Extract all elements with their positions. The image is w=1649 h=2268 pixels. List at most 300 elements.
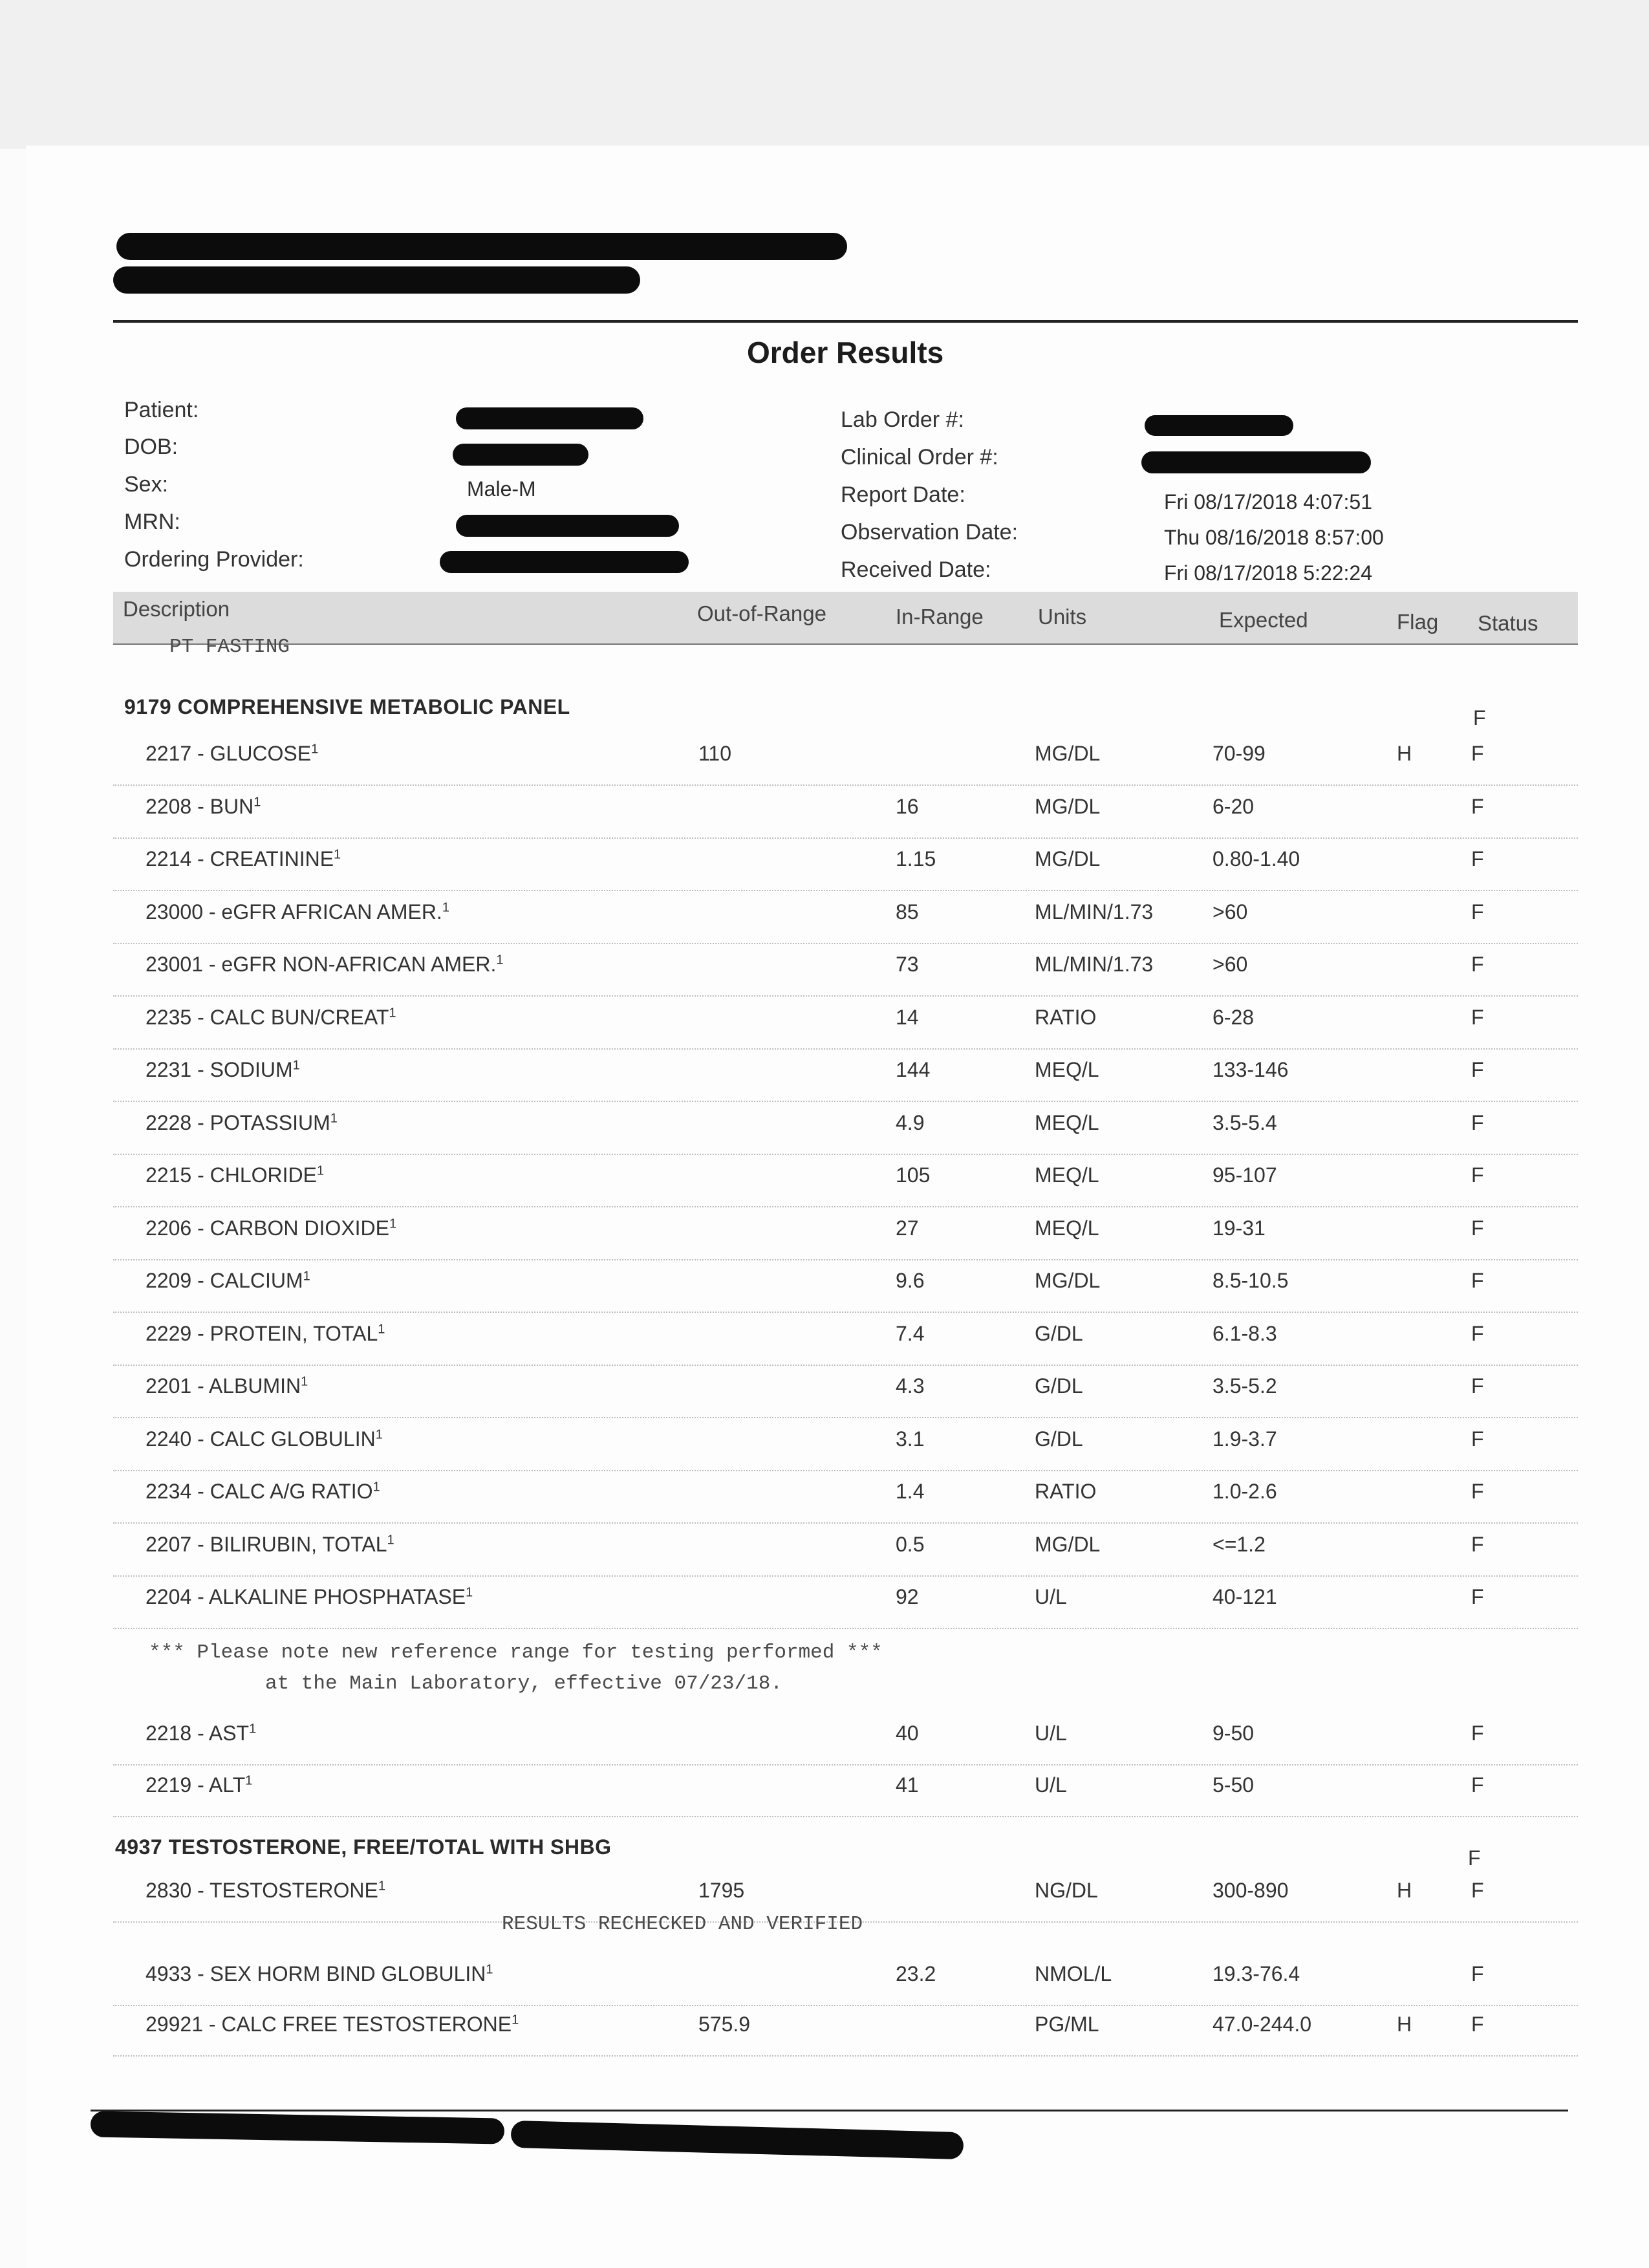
result-description-text: 4933 - SEX HORM BIND GLOBULIN bbox=[146, 1962, 486, 1985]
result-expected bbox=[1212, 1879, 1288, 1903]
result-status bbox=[1471, 900, 1484, 924]
value-received-date: Fri 08/17/2018 5:22:24 bbox=[1164, 561, 1373, 585]
page-title: Order Results bbox=[747, 336, 944, 369]
result-status-text: F bbox=[1471, 1216, 1484, 1240]
result-status bbox=[1471, 1374, 1484, 1398]
result-status bbox=[1471, 1879, 1484, 1903]
table-row bbox=[113, 1472, 1578, 1524]
result-expected bbox=[1212, 1006, 1254, 1030]
result-out-of-range bbox=[698, 2013, 750, 2036]
result-status-text: F bbox=[1471, 1585, 1484, 1608]
result-expected-text: >60 bbox=[1212, 900, 1248, 923]
footnote-marker: 1 bbox=[330, 1110, 338, 1125]
result-units bbox=[1035, 1216, 1099, 1240]
result-expected-text: 300-890 bbox=[1212, 1879, 1289, 1902]
result-description bbox=[146, 1058, 300, 1082]
result-units-text: RATIO bbox=[1035, 1005, 1097, 1029]
result-expected bbox=[1212, 742, 1266, 766]
footnote-marker: 1 bbox=[486, 1962, 493, 1977]
result-expected bbox=[1212, 1058, 1288, 1082]
result-units bbox=[1035, 1163, 1099, 1187]
scan-top-band bbox=[0, 0, 1649, 149]
table-row bbox=[113, 1314, 1578, 1366]
result-expected bbox=[1212, 900, 1247, 924]
footer-rule bbox=[91, 2110, 1568, 2111]
result-units-text: MEQ/L bbox=[1035, 1110, 1099, 1134]
result-status-text: F bbox=[1471, 1058, 1484, 1081]
result-units-text: ML/MIN/1.73 bbox=[1035, 953, 1154, 976]
result-description-text: 2218 - AST bbox=[146, 1722, 250, 1745]
result-expected bbox=[1212, 1533, 1266, 1557]
footnote-marker: 1 bbox=[442, 900, 449, 914]
result-units bbox=[1035, 1427, 1083, 1451]
result-status bbox=[1471, 1322, 1484, 1346]
result-units-text: NG/DL bbox=[1035, 1879, 1098, 1902]
result-description-text: 2229 - PROTEIN, TOTAL bbox=[146, 1321, 378, 1345]
redacted-mrn bbox=[456, 515, 679, 537]
footnote-marker: 1 bbox=[389, 1005, 396, 1020]
result-expected-text: 40-121 bbox=[1212, 1585, 1277, 1608]
col-expected: Expected bbox=[1219, 608, 1308, 632]
result-units-text: MG/DL bbox=[1035, 1269, 1101, 1292]
result-flag-text: H bbox=[1397, 742, 1412, 765]
result-flag bbox=[1397, 2013, 1412, 2036]
result-in-range-text: 41 bbox=[896, 1773, 919, 1797]
result-in-range bbox=[896, 900, 919, 924]
result-status bbox=[1471, 1216, 1484, 1240]
table-row bbox=[113, 1420, 1578, 1471]
result-description bbox=[146, 1111, 338, 1135]
result-units bbox=[1035, 1773, 1067, 1797]
label-lab-order: Lab Order #: bbox=[841, 407, 964, 432]
footnote-marker: 1 bbox=[249, 1722, 257, 1736]
result-description bbox=[146, 1480, 380, 1504]
table-row bbox=[113, 1050, 1578, 1102]
result-description bbox=[146, 953, 503, 977]
result-status-text: F bbox=[1471, 2013, 1484, 2036]
result-units bbox=[1035, 1322, 1083, 1346]
result-units bbox=[1035, 795, 1100, 819]
result-status bbox=[1471, 1773, 1484, 1797]
result-out-of-range bbox=[698, 1879, 744, 1903]
result-in-range bbox=[896, 953, 919, 977]
result-in-range-text: 9.6 bbox=[896, 1269, 925, 1292]
result-in-range bbox=[896, 1722, 919, 1745]
result-description-text: 2234 - CALC A/G RATIO bbox=[146, 1480, 373, 1503]
result-in-range-text: 92 bbox=[896, 1585, 919, 1608]
result-units-text: MEQ/L bbox=[1035, 1216, 1099, 1240]
reference-note-line-2: at the Main Laboratory, effective 07/23/18. bbox=[265, 1672, 782, 1695]
result-description-text: 23001 - eGFR NON-AFRICAN AMER. bbox=[146, 953, 497, 976]
result-out-of-range bbox=[698, 742, 731, 766]
table-row bbox=[113, 839, 1578, 891]
result-status bbox=[1471, 953, 1484, 977]
result-status bbox=[1471, 1962, 1484, 1986]
result-description bbox=[146, 2013, 519, 2036]
result-in-range bbox=[896, 1585, 919, 1609]
result-in-range bbox=[896, 1427, 924, 1451]
result-units bbox=[1035, 1879, 1098, 1903]
panel-title-metabolic: 9179 COMPREHENSIVE METABOLIC PANEL bbox=[124, 695, 570, 718]
result-expected-text: 19-31 bbox=[1212, 1216, 1266, 1240]
table-row bbox=[113, 1156, 1578, 1207]
value-report-date: Fri 08/17/2018 4:07:51 bbox=[1164, 490, 1373, 513]
result-expected-text: 5-50 bbox=[1212, 1773, 1255, 1797]
result-expected-text: 6.1-8.3 bbox=[1212, 1321, 1277, 1345]
redacted-patient-name bbox=[456, 407, 643, 429]
result-status-text: F bbox=[1471, 847, 1484, 870]
result-description-text: 2204 - ALKALINE PHOSPHATASE bbox=[146, 1585, 466, 1608]
result-status-text: F bbox=[1471, 1110, 1484, 1134]
result-description-text: 2209 - CALCIUM bbox=[146, 1269, 303, 1292]
result-description bbox=[146, 1585, 473, 1609]
result-expected bbox=[1212, 2013, 1311, 2036]
result-in-range-text: 73 bbox=[896, 953, 919, 976]
result-in-range-text: 1.15 bbox=[896, 847, 936, 870]
result-units-text: G/DL bbox=[1035, 1321, 1083, 1345]
value-observation-date: Thu 08/16/2018 8:57:00 bbox=[1164, 526, 1384, 549]
result-description bbox=[146, 742, 318, 766]
footnote-marker: 1 bbox=[292, 1058, 300, 1073]
fasting-note: PT FASTING bbox=[169, 636, 290, 658]
col-flag: Flag bbox=[1397, 610, 1439, 634]
result-in-range-text: 105 bbox=[896, 1163, 931, 1187]
footnote-marker: 1 bbox=[372, 1480, 380, 1495]
label-clinical-order: Clinical Order #: bbox=[841, 445, 998, 470]
footnote-marker: 1 bbox=[389, 1216, 397, 1231]
result-expected-text: 19.3-76.4 bbox=[1212, 1962, 1300, 1985]
result-expected bbox=[1212, 1480, 1277, 1504]
result-in-range-text: 23.2 bbox=[896, 1962, 936, 1985]
result-units-text: NMOL/L bbox=[1035, 1962, 1112, 1985]
label-ordering-provider: Ordering Provider: bbox=[124, 547, 304, 572]
result-status bbox=[1471, 1058, 1484, 1082]
result-in-range bbox=[896, 847, 936, 871]
result-description bbox=[146, 1374, 308, 1398]
result-in-range-text: 3.1 bbox=[896, 1427, 925, 1451]
result-in-range-text: 7.4 bbox=[896, 1321, 925, 1345]
result-units bbox=[1035, 1006, 1096, 1030]
table-row bbox=[113, 1954, 1578, 2006]
result-expected-text: 9-50 bbox=[1212, 1722, 1255, 1745]
result-units bbox=[1035, 953, 1153, 977]
result-units-text: U/L bbox=[1035, 1722, 1067, 1745]
result-units bbox=[1035, 1269, 1100, 1293]
redacted-lab-order bbox=[1145, 415, 1293, 436]
reference-note-line-1: *** Please note new reference range for testing performed *** bbox=[149, 1641, 883, 1664]
result-description-text: 2215 - CHLORIDE bbox=[146, 1163, 317, 1187]
result-description-text: 23000 - eGFR AFRICAN AMER. bbox=[146, 900, 442, 923]
result-status bbox=[1471, 1163, 1484, 1187]
result-expected-text: 47.0-244.0 bbox=[1212, 2013, 1312, 2036]
result-in-range bbox=[896, 1163, 930, 1187]
result-in-range-text: 85 bbox=[896, 900, 919, 923]
result-units bbox=[1035, 2013, 1099, 2036]
result-status-text: F bbox=[1471, 1532, 1484, 1556]
result-status bbox=[1471, 1427, 1484, 1451]
result-status bbox=[1471, 847, 1484, 871]
result-in-range-text: 1.4 bbox=[896, 1480, 925, 1503]
table-row bbox=[113, 787, 1578, 839]
result-description-text: 2208 - BUN bbox=[146, 794, 254, 818]
table-row bbox=[113, 1209, 1578, 1260]
result-units-text: U/L bbox=[1035, 1773, 1067, 1797]
result-expected-text: 3.5-5.4 bbox=[1212, 1110, 1277, 1134]
result-description bbox=[146, 1006, 396, 1030]
label-patient: Patient: bbox=[124, 398, 199, 422]
footnote-marker: 1 bbox=[303, 1269, 310, 1284]
result-status-text: F bbox=[1471, 1722, 1484, 1745]
result-description bbox=[146, 1427, 383, 1451]
result-units-text: MG/DL bbox=[1035, 742, 1101, 765]
result-description bbox=[146, 1533, 394, 1557]
result-expected-text: 95-107 bbox=[1212, 1163, 1277, 1187]
result-expected-text: 1.9-3.7 bbox=[1212, 1427, 1277, 1451]
result-expected-text: 0.80-1.40 bbox=[1212, 847, 1300, 870]
col-in-range: In-Range bbox=[896, 605, 984, 629]
footnote-marker: 1 bbox=[387, 1532, 394, 1547]
result-in-range bbox=[896, 1962, 936, 1986]
result-expected-text: 6-20 bbox=[1212, 794, 1255, 818]
result-description bbox=[146, 1269, 310, 1293]
table-row bbox=[113, 892, 1578, 944]
result-in-range-text: 27 bbox=[896, 1216, 919, 1240]
result-expected-text: 133-146 bbox=[1212, 1058, 1289, 1081]
table-row bbox=[113, 2005, 1578, 2057]
label-received-date: Received Date: bbox=[841, 557, 991, 582]
result-expected-text: <=1.2 bbox=[1212, 1532, 1266, 1556]
result-flag-text: H bbox=[1397, 2013, 1412, 2036]
col-units: Units bbox=[1038, 605, 1087, 629]
redacted-ordering-provider bbox=[440, 551, 689, 573]
result-expected bbox=[1212, 1962, 1300, 1986]
result-expected bbox=[1212, 847, 1300, 871]
result-in-range bbox=[896, 1058, 930, 1082]
result-units bbox=[1035, 1533, 1100, 1557]
result-expected bbox=[1212, 1374, 1277, 1398]
result-units-text: RATIO bbox=[1035, 1480, 1097, 1503]
result-description bbox=[146, 1773, 252, 1797]
result-units bbox=[1035, 1111, 1099, 1135]
result-units bbox=[1035, 900, 1153, 924]
result-description-text: 2214 - CREATININE bbox=[146, 847, 334, 870]
footnote-marker: 1 bbox=[301, 1374, 308, 1389]
result-out-of-range-text: 575.9 bbox=[698, 2013, 751, 2036]
result-expected bbox=[1212, 953, 1247, 977]
result-description bbox=[146, 1962, 493, 1986]
result-description-text: 2235 - CALC BUN/CREAT bbox=[146, 1005, 389, 1029]
table-row bbox=[113, 1261, 1578, 1313]
footnote-marker: 1 bbox=[311, 742, 319, 757]
result-units-text: MEQ/L bbox=[1035, 1163, 1099, 1187]
footnote-marker: 1 bbox=[466, 1585, 473, 1600]
result-in-range-text: 16 bbox=[896, 794, 919, 818]
result-description-text: 2228 - POTASSIUM bbox=[146, 1110, 330, 1134]
result-expected bbox=[1212, 1773, 1254, 1797]
result-description-text: 2830 - TESTOSTERONE bbox=[146, 1879, 378, 1902]
result-in-range bbox=[896, 1773, 919, 1797]
result-units-text: MG/DL bbox=[1035, 794, 1101, 818]
result-status bbox=[1471, 1722, 1484, 1745]
result-status-text: F bbox=[1471, 742, 1484, 765]
result-in-range bbox=[896, 1374, 924, 1398]
label-mrn: MRN: bbox=[124, 510, 180, 534]
result-expected bbox=[1212, 1216, 1266, 1240]
result-in-range-text: 40 bbox=[896, 1722, 919, 1745]
result-status-text: F bbox=[1471, 794, 1484, 818]
result-units-text: MG/DL bbox=[1035, 847, 1101, 870]
result-description-text: 2231 - SODIUM bbox=[146, 1058, 293, 1081]
result-units bbox=[1035, 1585, 1067, 1609]
footnote-marker: 1 bbox=[245, 1773, 253, 1788]
table-row bbox=[113, 1103, 1578, 1155]
footnote-marker: 1 bbox=[334, 847, 341, 862]
table-row bbox=[113, 1714, 1578, 1766]
panel-status-metabolic: F bbox=[1473, 706, 1486, 729]
label-dob: DOB: bbox=[124, 435, 178, 459]
result-out-of-range-text: 1795 bbox=[698, 1879, 745, 1902]
result-status-text: F bbox=[1471, 953, 1484, 976]
result-expected-text: 70-99 bbox=[1212, 742, 1266, 765]
result-description-text: 2240 - CALC GLOBULIN bbox=[146, 1427, 376, 1451]
result-status bbox=[1471, 1480, 1484, 1504]
result-expected bbox=[1212, 795, 1254, 819]
result-units bbox=[1035, 742, 1100, 766]
table-header bbox=[113, 592, 1578, 645]
footnote-marker: 1 bbox=[316, 1163, 325, 1178]
col-description: Description bbox=[123, 597, 230, 621]
result-in-range-text: 144 bbox=[896, 1058, 931, 1081]
result-in-range-text: 4.3 bbox=[896, 1374, 925, 1398]
footnote-marker: 1 bbox=[253, 794, 261, 809]
result-units bbox=[1035, 1962, 1112, 1986]
result-units-text: ML/MIN/1.73 bbox=[1035, 900, 1154, 923]
result-status bbox=[1471, 1006, 1484, 1030]
col-status: Status bbox=[1478, 611, 1538, 635]
result-description bbox=[146, 1879, 385, 1903]
result-units bbox=[1035, 847, 1100, 871]
table-row bbox=[113, 1577, 1578, 1629]
result-expected bbox=[1212, 1111, 1277, 1135]
result-expected-text: >60 bbox=[1212, 953, 1248, 976]
result-in-range bbox=[896, 1111, 924, 1135]
result-description-text: 2206 - CARBON DIOXIDE bbox=[146, 1216, 389, 1240]
header-bar-bottom bbox=[113, 643, 1578, 645]
result-status-text: F bbox=[1471, 1427, 1484, 1451]
table-row bbox=[113, 1525, 1578, 1577]
result-status bbox=[1471, 1533, 1484, 1557]
result-status bbox=[1471, 2013, 1484, 2036]
result-expected bbox=[1212, 1427, 1277, 1451]
label-report-date: Report Date: bbox=[841, 482, 965, 507]
result-description bbox=[146, 1216, 396, 1240]
result-expected-text: 8.5-10.5 bbox=[1212, 1269, 1289, 1292]
header-rule bbox=[113, 320, 1578, 323]
result-units-text: G/DL bbox=[1035, 1374, 1083, 1398]
result-in-range-text: 0.5 bbox=[896, 1532, 925, 1556]
result-status-text: F bbox=[1471, 1962, 1484, 1985]
redacted-practice-phone bbox=[113, 266, 640, 294]
result-status-text: F bbox=[1471, 1879, 1484, 1902]
result-status-text: F bbox=[1471, 1773, 1484, 1797]
result-in-range bbox=[896, 1006, 919, 1030]
label-observation-date: Observation Date: bbox=[841, 520, 1018, 545]
table-row bbox=[113, 1766, 1578, 1817]
table-row bbox=[113, 1366, 1578, 1418]
result-expected-text: 1.0-2.6 bbox=[1212, 1480, 1277, 1503]
result-status-text: F bbox=[1471, 1269, 1484, 1292]
result-status-text: F bbox=[1471, 900, 1484, 923]
result-status-text: F bbox=[1471, 1480, 1484, 1503]
redacted-clinical-order bbox=[1141, 451, 1371, 473]
result-expected-text: 6-28 bbox=[1212, 1005, 1255, 1029]
result-status-text: F bbox=[1471, 1321, 1484, 1345]
result-in-range bbox=[896, 1216, 919, 1240]
result-units-text: MEQ/L bbox=[1035, 1058, 1099, 1081]
footnote-marker: 1 bbox=[378, 1879, 385, 1894]
result-units-text: G/DL bbox=[1035, 1427, 1083, 1451]
result-description-text: 29921 - CALC FREE TESTOSTERONE bbox=[146, 2013, 512, 2036]
result-status bbox=[1471, 1585, 1484, 1609]
footnote-marker: 1 bbox=[512, 2013, 519, 2027]
result-units bbox=[1035, 1374, 1083, 1398]
result-description bbox=[146, 847, 341, 871]
result-units bbox=[1035, 1480, 1096, 1504]
result-in-range bbox=[896, 1322, 924, 1346]
col-out-of-range: Out-of-Range bbox=[697, 601, 826, 625]
footnote-marker: 1 bbox=[378, 1321, 385, 1336]
result-description bbox=[146, 1163, 324, 1187]
label-sex: Sex: bbox=[124, 472, 169, 497]
result-flag bbox=[1397, 742, 1412, 766]
result-status bbox=[1471, 742, 1484, 766]
result-expected bbox=[1212, 1722, 1254, 1745]
result-description bbox=[146, 1722, 256, 1745]
result-out-of-range-text: 110 bbox=[698, 742, 732, 765]
redacted-dob bbox=[453, 444, 588, 466]
result-in-range-text: 14 bbox=[896, 1005, 919, 1029]
footnote-marker: 1 bbox=[375, 1427, 383, 1442]
result-description bbox=[146, 795, 261, 819]
result-status-text: F bbox=[1471, 1374, 1484, 1398]
result-description-text: 2201 - ALBUMIN bbox=[146, 1374, 301, 1398]
result-status bbox=[1471, 1269, 1484, 1293]
result-flag bbox=[1397, 1879, 1412, 1903]
result-status bbox=[1471, 795, 1484, 819]
result-status bbox=[1471, 1111, 1484, 1135]
result-status-text: F bbox=[1471, 1163, 1484, 1187]
result-units-text: U/L bbox=[1035, 1585, 1067, 1608]
result-units-text: PG/ML bbox=[1035, 2013, 1099, 2036]
table-row bbox=[113, 734, 1578, 786]
result-description bbox=[146, 900, 449, 924]
result-expected bbox=[1212, 1163, 1277, 1187]
result-expected bbox=[1212, 1322, 1277, 1346]
value-sex: Male-M bbox=[467, 477, 536, 501]
result-units bbox=[1035, 1058, 1099, 1082]
result-description bbox=[146, 1322, 385, 1346]
result-status-text: F bbox=[1471, 1005, 1484, 1029]
result-units-text: MG/DL bbox=[1035, 1532, 1101, 1556]
result-expected bbox=[1212, 1585, 1277, 1609]
result-description-text: 2207 - BILIRUBIN, TOTAL bbox=[146, 1532, 387, 1556]
result-in-range bbox=[896, 1480, 924, 1504]
result-description-text: 2217 - GLUCOSE bbox=[146, 742, 312, 765]
footnote-marker: 1 bbox=[496, 953, 504, 967]
recheck-note: RESULTS RECHECKED AND VERIFIED bbox=[502, 1913, 863, 1936]
table-row bbox=[113, 945, 1578, 997]
result-in-range-text: 4.9 bbox=[896, 1110, 925, 1134]
